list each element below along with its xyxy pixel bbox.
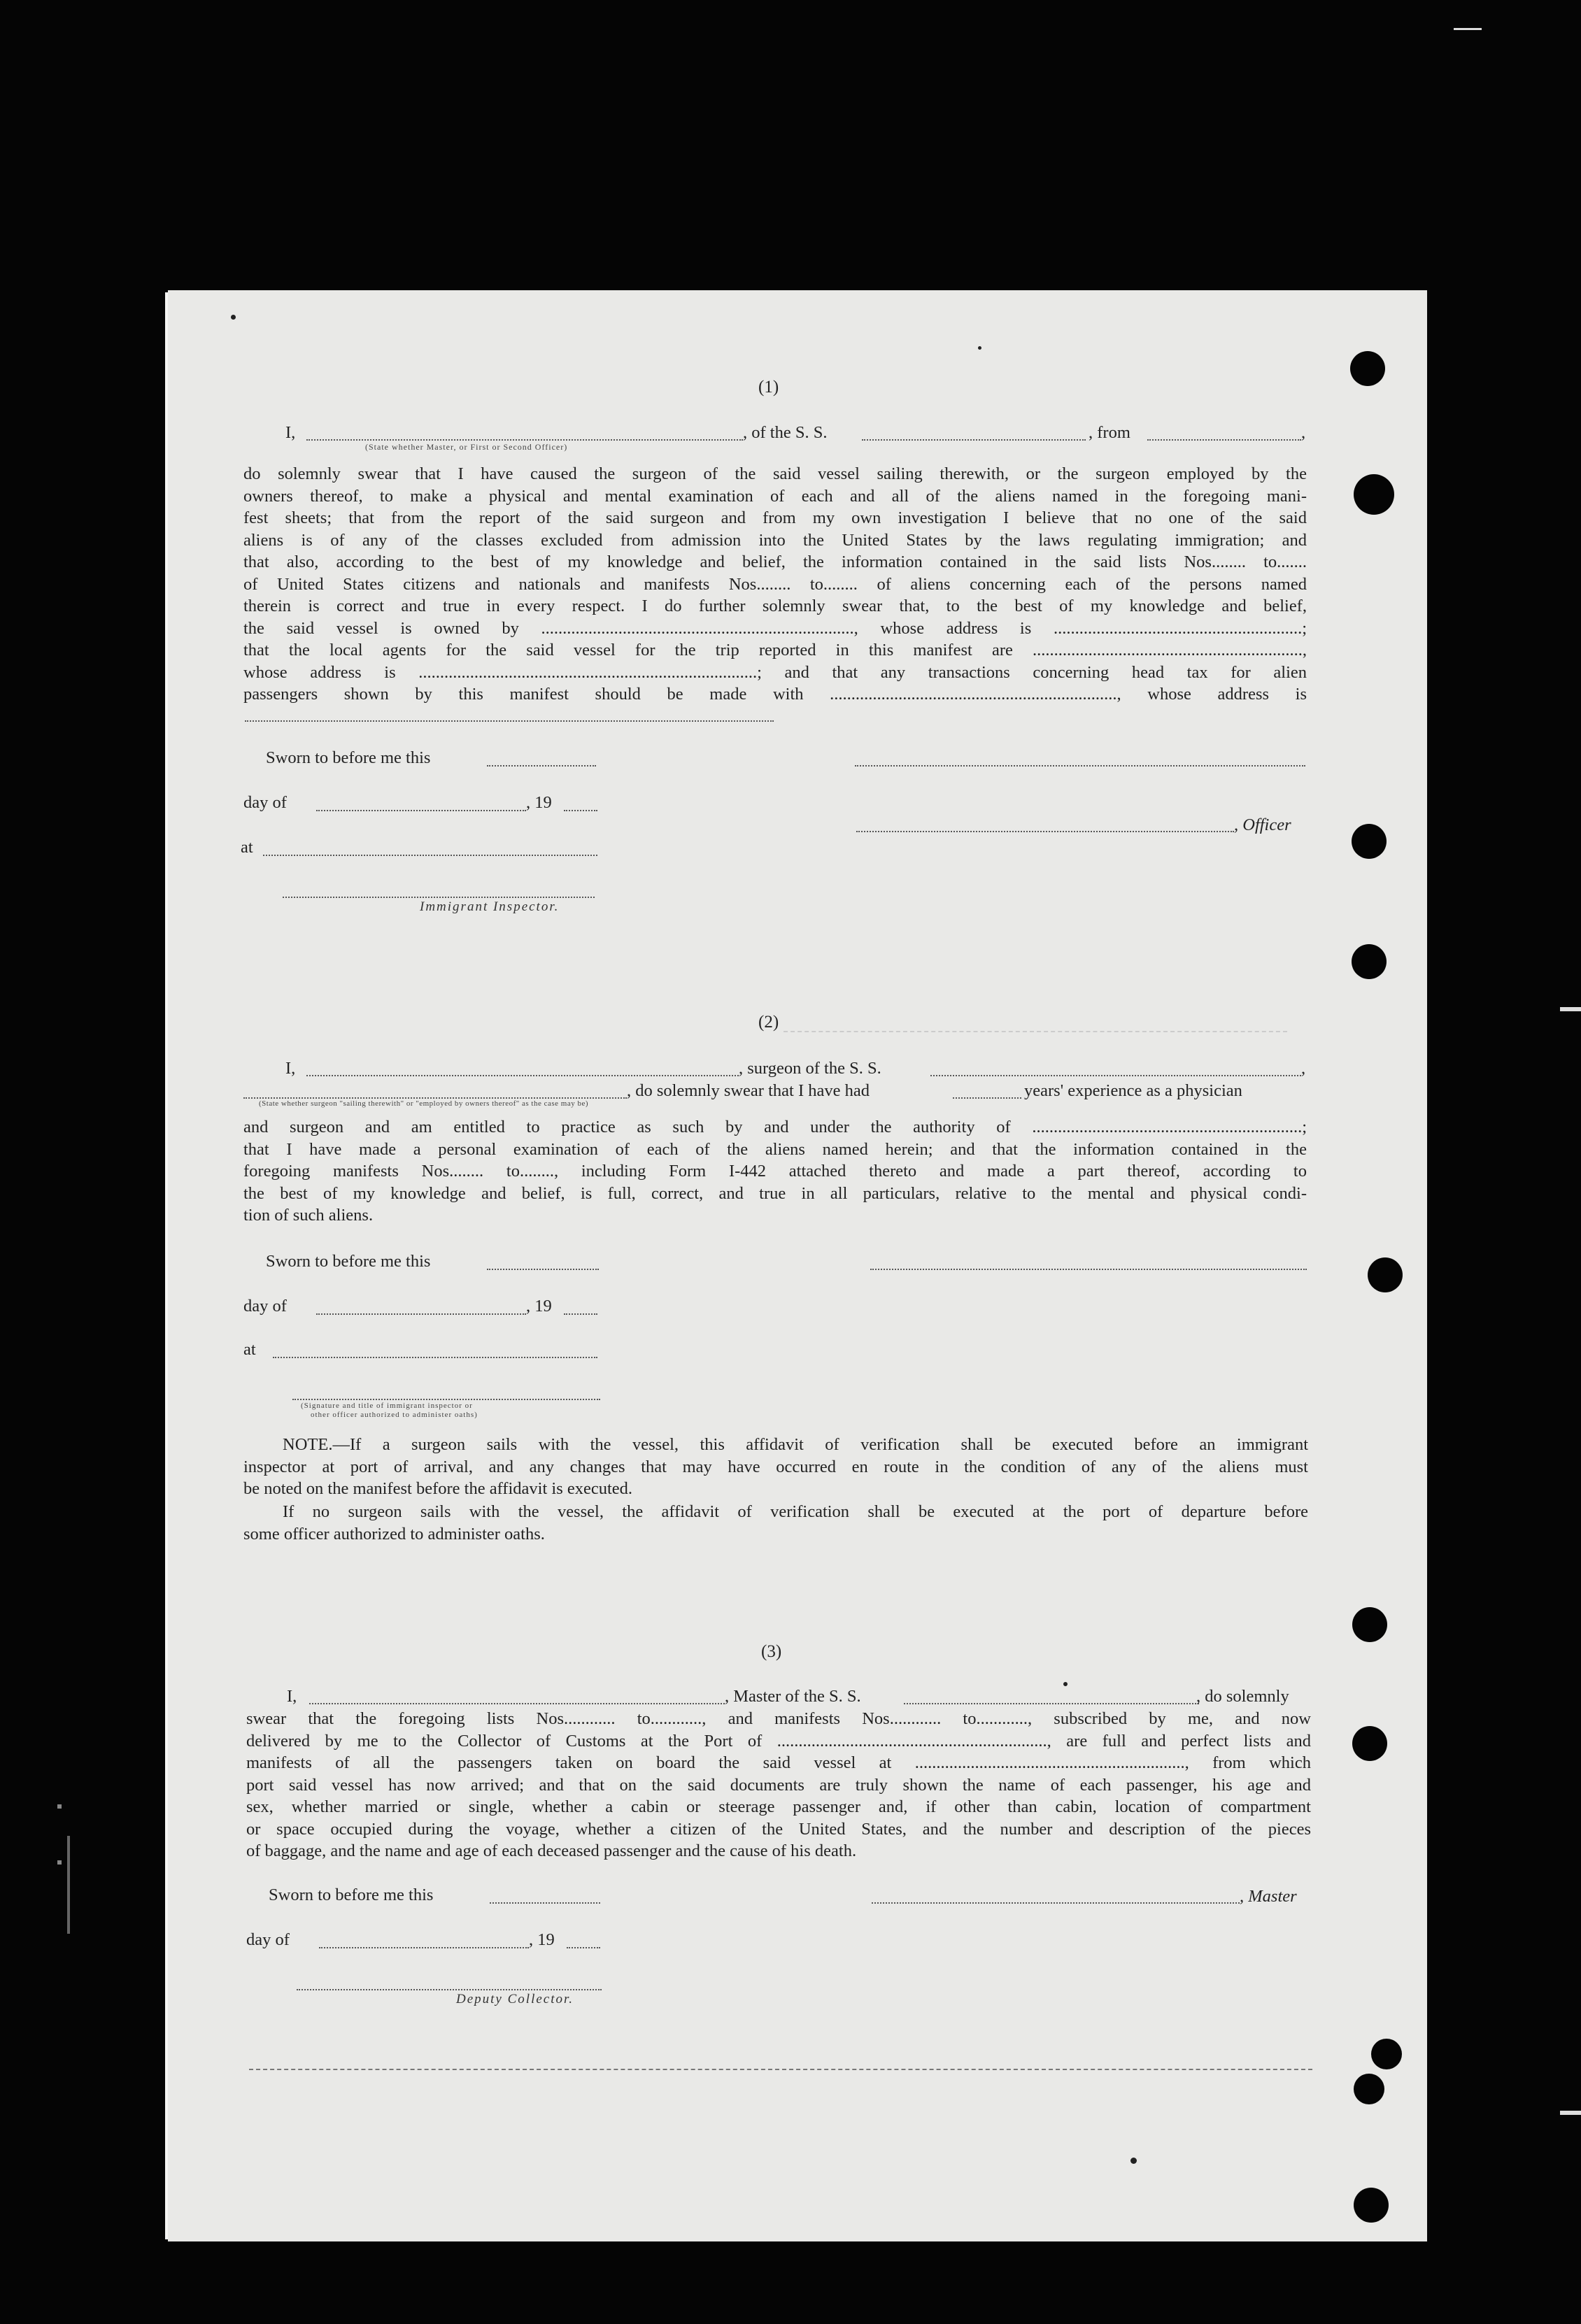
- master-label: , Master of the S. S.: [725, 1687, 861, 1706]
- punch-hole: [1352, 1726, 1387, 1761]
- affiant-lead: I,: [287, 1687, 297, 1706]
- master-signature-blank[interactable]: [872, 1902, 1240, 1904]
- film-edge-mark: [67, 1836, 70, 1934]
- speck: [978, 346, 981, 350]
- sworn-label: Sworn to before me this: [266, 1252, 431, 1271]
- vessel-blank[interactable]: [930, 1075, 1301, 1076]
- sworn-blank[interactable]: [487, 765, 596, 767]
- officer-blank[interactable]: [856, 831, 1234, 832]
- address-blank[interactable]: [245, 720, 774, 722]
- year-blank[interactable]: [564, 810, 597, 811]
- name-blank[interactable]: [306, 1075, 739, 1076]
- status-blank[interactable]: [243, 1097, 627, 1099]
- punch-hole: [1371, 2039, 1402, 2069]
- surgeon-label: , surgeon of the S. S.: [739, 1059, 881, 1078]
- officer-signature-blank[interactable]: [292, 1399, 600, 1400]
- year-label: , 19: [526, 793, 552, 812]
- officer-caption: (State whether Master, or First or Second Officer): [365, 442, 568, 452]
- signature-blank[interactable]: [855, 765, 1305, 767]
- name-blank[interactable]: [306, 439, 743, 441]
- at-label: at: [243, 1340, 256, 1359]
- affidavit-body: and surgeon and am entitled to practice as such by and under the authority of ...............................................................; that I have made a personal examination of each of the aliens named herein; and that the information contained in the foregoing manifests Nos........ to........, including Form I-442 attached thereto and made a part thereof, according to the best of my knowledge and belief, is full, correct, and true in all particulars, relative to the mental and physical condi- tion of such aliens.: [243, 1118, 1307, 1225]
- inspector-blank[interactable]: [283, 897, 595, 898]
- day-label: day of: [246, 1930, 290, 1949]
- day-blank[interactable]: [316, 1313, 526, 1315]
- punch-hole: [1352, 824, 1387, 859]
- film-edge-mark: [1560, 1007, 1581, 1011]
- years-label: years' experience as a physician: [1024, 1081, 1242, 1100]
- speck: [1130, 2158, 1137, 2164]
- speck: [231, 315, 236, 320]
- name-blank[interactable]: [309, 1703, 725, 1704]
- section-number: (1): [758, 378, 779, 397]
- sworn-label: Sworn to before me this: [266, 748, 431, 767]
- affidavit-body: do solemnly swear that I have caused the surgeon of the said vessel sailing therewith, or the surgeon employed by the owners thereof, to make a physical and mental examination of each and all of the aliens named in the foregoing mani- fest sheets; that from the report of the said surgeon and from my own investigation I believe that no one of the said aliens is of any of the classes excluded from admission into the United States by the laws regulating immigration; and that also, according to the best of my knowledge and belief, the information contained in the said lists Nos........ to....... of United States citizens and nationals and manifests Nos........ to........ of aliens concerning each of the persons named therein is correct and true in every respect. I do further solemnly swear that, to the best of my knowledge and belief, the said vessel is owned by ........................................................................., whose address is ..........................................................; that the local agents for the said vessel for the trip reported in this manifest are ..............................................................., whose address is ...............................................................................; and that any transactions concerning head tax for alien passengers shown by this manifest should be made with ..................................................................., whose address is: [243, 464, 1307, 704]
- signature-caption: (Signature and title of immigrant inspector or other officer authorized to administer oaths): [301, 1402, 478, 1419]
- sworn-blank[interactable]: [487, 1269, 599, 1270]
- year-label: , 19: [529, 1930, 555, 1949]
- from-label: , from: [1089, 423, 1130, 442]
- note-paragraph: If no surgeon sails with the vessel, the affidavit of verification shall be executed at the port of departure before some officer authorized to administer oaths.: [243, 1502, 1308, 1544]
- master-label: , Master: [1240, 1887, 1297, 1906]
- punch-hole: [1352, 1607, 1387, 1642]
- from-blank[interactable]: [1147, 439, 1301, 441]
- day-blank[interactable]: [316, 810, 526, 811]
- punch-hole: [1354, 2074, 1384, 2104]
- solemnly-label: , do solemnly: [1196, 1687, 1289, 1706]
- section-number: (2): [758, 1013, 779, 1032]
- punch-hole: [1352, 944, 1387, 979]
- year-blank[interactable]: [567, 1947, 600, 1948]
- sworn-label: Sworn to before me this: [269, 1885, 434, 1904]
- at-label: at: [241, 838, 253, 857]
- bottom-rule: [249, 2069, 1312, 2070]
- punch-hole: [1350, 351, 1385, 386]
- surgeon-caption: (State whether surgeon "sailing therewith" or "employed by owners thereof" as the case may be): [259, 1099, 589, 1108]
- swear-label: , do solemnly swear that I have had: [627, 1081, 870, 1100]
- day-label: day of: [243, 1297, 287, 1316]
- film-edge-mark: [57, 1860, 62, 1865]
- speck: [1063, 1682, 1068, 1686]
- year-blank[interactable]: [564, 1313, 597, 1315]
- vessel-label: , of the S. S.: [743, 423, 828, 442]
- collector-label: Deputy Collector.: [456, 1992, 574, 2006]
- at-blank[interactable]: [273, 1357, 597, 1358]
- affiant-lead: I,: [285, 423, 296, 442]
- vessel-blank[interactable]: [862, 439, 1086, 441]
- film-edge-mark: [1560, 2111, 1581, 2115]
- sworn-blank[interactable]: [490, 1902, 600, 1904]
- affiant-lead: I,: [285, 1059, 296, 1078]
- inspector-label: Immigrant Inspector.: [420, 899, 560, 914]
- day-blank[interactable]: [319, 1947, 529, 1948]
- year-label: , 19: [526, 1297, 552, 1316]
- note-paragraph: NOTE.—If a surgeon sails with the vessel, this affidavit of verification shall be executed before an immigrant inspector at port of arrival, and any changes that may have occurred en route in the condition of any of the aliens must be noted on the manifest before the affidavit is executed.: [243, 1435, 1308, 1498]
- vessel-blank[interactable]: [904, 1703, 1199, 1704]
- punch-hole: [1354, 474, 1394, 515]
- film-edge-mark: [57, 1804, 62, 1809]
- affidavit-body: swear that the foregoing lists Nos............ to............, and manifests Nos............ to............, subscribed by me, and now delivered by me to the Collector of Customs at the Port of ..............................................................., are full and perfect lists and manifests of all the passengers taken on board the said vessel at ..............................................................., from which port said vessel has now arrived; and that on the said documents are truly shown the name of each passenger, his age and sex, whether married or single, whether a cabin or steerage passenger and, if other than cabin, location of compartment or space occupied during the voyage, whether a citizen of the United States, and the number and description of the pieces of baggage, and the name and age of each deceased passenger and the cause of his death.: [246, 1709, 1311, 1860]
- officer-label: , Officer: [1234, 815, 1291, 834]
- years-blank[interactable]: [953, 1097, 1021, 1099]
- at-blank[interactable]: [263, 855, 597, 856]
- collector-blank[interactable]: [297, 1989, 602, 1990]
- signature-blank[interactable]: [870, 1269, 1307, 1270]
- day-label: day of: [243, 793, 287, 812]
- film-edge-mark: [1454, 28, 1482, 30]
- punch-hole: [1368, 1257, 1403, 1292]
- section-number: (3): [761, 1642, 782, 1661]
- punch-hole: [1354, 2188, 1389, 2223]
